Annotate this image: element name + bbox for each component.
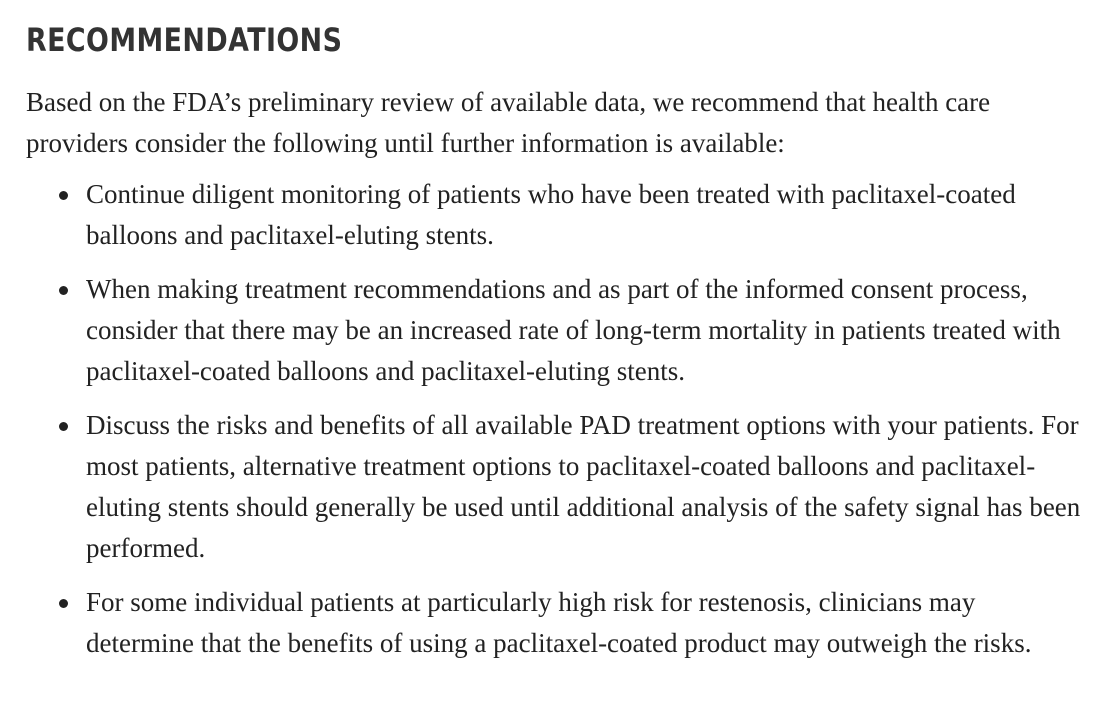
- recommendation-text: When making treatment recommendations and as part of the informed consent process, consider that there may be an increased rate of long-term mortality in patients treated with paclitaxel-coated balloons and paclitaxel-eluting stents.: [86, 274, 1061, 386]
- recommendations-section: [26, 0, 1086, 677]
- bullet-dot-icon: [59, 599, 68, 608]
- recommendation-item: [26, 582, 1086, 664]
- section-heading: RECOMMENDATIONS: [26, 21, 343, 59]
- bullet-dot-icon: [59, 286, 68, 295]
- recommendation-text: Continue diligent monitoring of patients who have been treated with paclitaxel-coated balloons and paclitaxel-eluting stents.: [86, 179, 1016, 250]
- recommendation-text: Discuss the risks and benefits of all available PAD treatment options with your patients. For most patients, alternative treatment options to paclitaxel-coated balloons and paclitaxel-eluting stents should generally be used until additional analysis of the safety signal has been performed.: [86, 410, 1081, 563]
- recommendation-item: [26, 405, 1086, 569]
- bullet-dot-icon: [59, 191, 68, 200]
- recommendation-item: [26, 174, 1086, 256]
- recommendation-item: [26, 269, 1086, 392]
- intro-paragraph: Based on the FDA’s preliminary review of available data, we recommend that health care providers consider the following until further information is available:: [26, 87, 991, 158]
- recommendation-list: [26, 174, 1086, 664]
- bullet-dot-icon: [59, 422, 68, 431]
- recommendation-text: For some individual patients at particularly high risk for restenosis, clinicians may determine that the benefits of using a paclitaxel-coated product may outweigh the risks.: [86, 587, 1032, 658]
